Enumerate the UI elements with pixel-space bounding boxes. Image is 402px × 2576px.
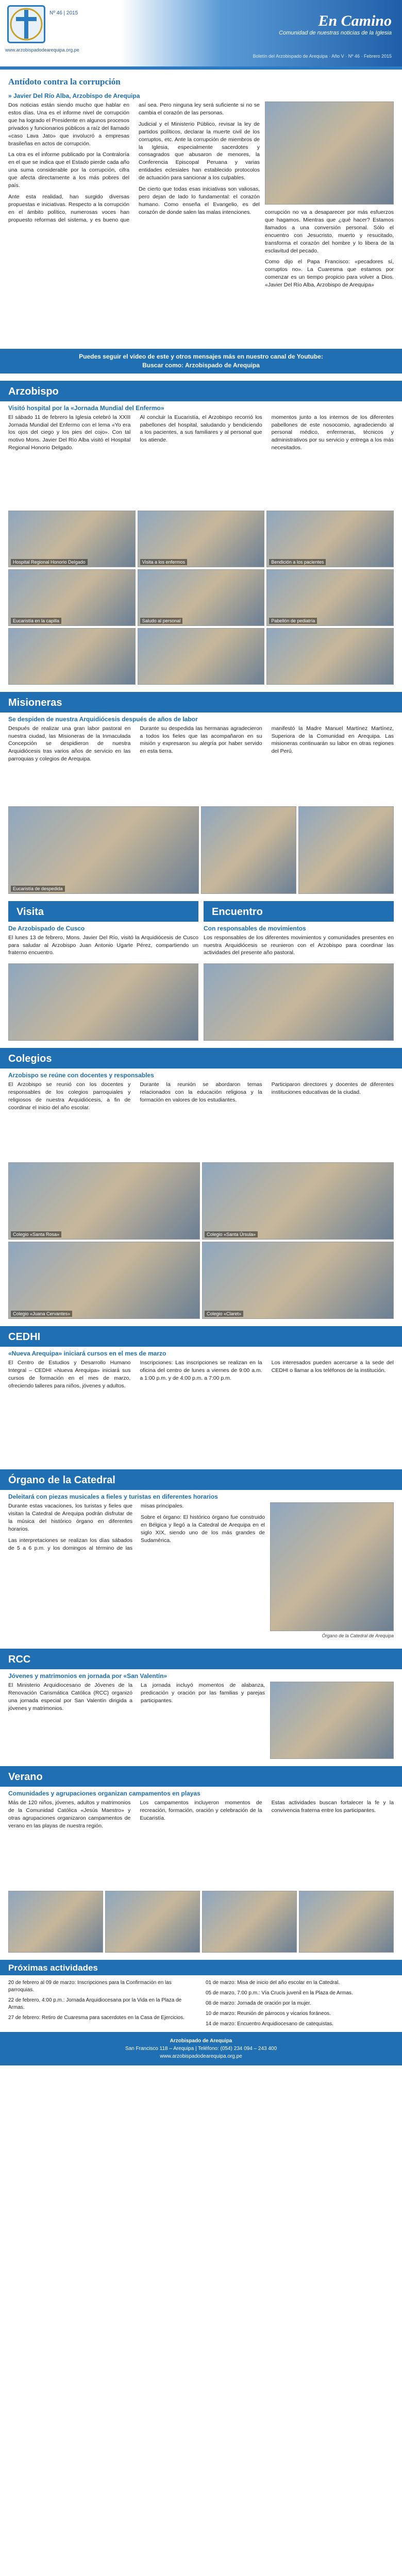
photo xyxy=(8,569,136,626)
photo-caption: Colegio «Santa Rosa» xyxy=(11,1231,61,1238)
photo xyxy=(202,1242,394,1319)
section-title: Arzobispo xyxy=(0,381,402,401)
article-body xyxy=(8,1081,394,1158)
section-agenda xyxy=(0,1960,402,2032)
paragraph: Ante esta realidad, han surgido diversas propuestas e iniciativas. Respecto a la corrupción en el ámbito político, numerosas voces han propuesto reformas del sistema, y es bueno que así sea. Pero ninguna ley será suficiente si no se cambia el corazón de las personas. xyxy=(8,102,260,223)
photo-caption: Saludo al personal xyxy=(140,618,183,624)
paragraph: Durante su despedida las hermanas agradecieron a todos los fieles que las acompañaron en su misión y expresaron su alegría por haber servido en esta tierra. xyxy=(140,725,262,755)
photo xyxy=(202,1162,394,1240)
section-cedhi xyxy=(0,1326,402,1462)
paragraph: La jornada incluyó momentos de alabanza, predicación y oración por las familias y parejas participantes. xyxy=(141,1682,265,1704)
organ-photo-block xyxy=(270,1502,394,1641)
article-body-side xyxy=(265,209,394,344)
photo xyxy=(299,1891,394,1953)
agenda-item: 20 de febrero al 09 de marzo: Inscripciones para la Confirmación en las parroquias. xyxy=(8,1980,172,1993)
paragraph: Estas actividades buscan fortalecer la fe y la convivencia fraterna entre los participantes. xyxy=(271,1800,394,1814)
section-title: Colegios xyxy=(0,1048,402,1069)
section-title: Visita xyxy=(8,901,198,922)
paragraph: El sábado 11 de febrero la Iglesia celebró la XXIII Jornada Mundial del Enfermo con el lema «Yo era los ojos del ciego y los pies del cojo». Con tal motivo Mons. Javier Del Río Alba visitó el Hospital Regional Honorio Delgado. xyxy=(8,414,131,451)
photo xyxy=(8,1162,200,1240)
photo-caption: Colegio «Santa Úrsula» xyxy=(205,1231,258,1238)
handshake-photo xyxy=(265,101,394,205)
masthead xyxy=(279,12,392,36)
photo xyxy=(298,806,394,894)
paragraph: Participaron directores y docentes de diferentes instituciones educativas de la ciudad. xyxy=(271,1081,394,1096)
article-side xyxy=(265,101,394,344)
section-subtitle: Jóvenes y matrimonios en jornada por «San Valentín» xyxy=(8,1672,167,1680)
paragraph: manifestó la Madre Manuel Martínez Martínez, Superiora de la Comunidad en Arequipa. Las misioneras continuarán su labor en otras regiones del Perú. xyxy=(271,725,394,755)
section-title: CEDHI xyxy=(0,1326,402,1347)
agenda-item: 10 de marzo: Reunión de párrocos y vicarios foráneos. xyxy=(206,2011,331,2017)
agenda-title: Próximas actividades xyxy=(0,1960,402,1975)
photo xyxy=(8,806,199,894)
photo-grid xyxy=(8,511,394,685)
photo-caption: Eucaristía de despedida xyxy=(11,886,65,892)
section-arzobispo xyxy=(0,381,402,685)
youtube-banner[interactable] xyxy=(0,349,402,374)
article-body xyxy=(8,725,394,802)
photo xyxy=(105,1891,200,1953)
footer xyxy=(0,2032,402,2065)
article-body xyxy=(8,1502,265,1641)
photo-caption: Hospital Regional Honorio Delgado xyxy=(11,559,88,565)
article-body xyxy=(8,1359,394,1462)
article-body xyxy=(8,934,198,961)
paragraph: Judicial y el Ministerio Público, revisar la ley de partidos políticos, declarar la muerte civil de los corruptos, etc. Ante la corrupción de miembros de la Iglesia, especialmente sacerdotes y consagrados que abusaron de menores, la Conferencia Episcopal Peruana y varias entidades eclesiales han establecido protocolos de actuación para sancionar a los culpables. xyxy=(139,121,260,181)
issue-number: Nº 46 | 2015 xyxy=(49,10,78,16)
section-subtitle: Arzobispo se reúne con docentes y responsables xyxy=(8,1072,154,1079)
photo-caption: Eucaristía en la capilla xyxy=(11,618,61,624)
photo-caption: Colegio «Juana Cervantes» xyxy=(11,1311,72,1317)
photo xyxy=(8,1242,200,1319)
photo xyxy=(266,511,394,567)
agenda-item: 14 de marzo: Encuentro Arquidiocesano de catequistas. xyxy=(206,2021,333,2027)
agenda-item: 08 de marzo: Jornada de oración por la mujer. xyxy=(206,2001,311,2007)
agenda-item: 22 de febrero, 4:00 p.m.: Jornada Arquidiocesana por la Vida en la Plaza de Armas. xyxy=(8,1997,182,2011)
photo xyxy=(266,628,394,685)
section-subtitle: De Arzobispado de Cusco xyxy=(8,924,85,932)
photo xyxy=(138,628,265,685)
photo xyxy=(270,1682,394,1759)
photo-caption: Órgano de la Catedral de Arequipa xyxy=(322,1633,394,1639)
paragraph: Más de 120 niños, jóvenes, adultos y matrimonios de la Comunidad Católica «Jesús Maestro» y otras agrupaciones organizaron campamentos de verano en las playas de nuestra región. xyxy=(8,1800,131,1829)
paragraph: Los responsables de los diferentes movimientos y comunidades presentes en nuestra Arquidiócesis se reunieron con el Arzobispo para coordinar las actividades del presente año pastoral. xyxy=(204,934,394,956)
section-title: Misioneras xyxy=(0,692,402,713)
paragraph: Inscripciones: Las inscripciones se realizan en la oficina del centro de lunes a viernes de 9:00 a.m. a 1:00 p.m. y de 4:00 p.m. a 7:00 p.m. xyxy=(140,1360,262,1382)
paragraph: De cierto que todas esas iniciativas son valiosas, pero dejan de lado lo fundamental: el corazón humano. Como enseña el Evangelio, es del corazón de donde salen las malas intenciones. xyxy=(139,186,260,215)
masthead-title: En Camino xyxy=(318,12,392,29)
article-title: Antídoto contra la corrupción xyxy=(8,77,121,87)
visita-block xyxy=(8,901,198,1041)
photo xyxy=(138,511,265,567)
footer-address: San Francisco 118 – Arequipa | Teléfono: (054) 234 094 – 243 400 xyxy=(125,2046,277,2052)
section-rcc xyxy=(0,1649,402,1759)
paragraph: Durante la reunión se abordaron temas relacionados con la educación religiosa y la formación en valores de los estudiantes. xyxy=(140,1081,262,1104)
paragraph: Como dijo el Papa Francisco: «pecadores sí, corruptos no». La Cuaresma que estamos por comenzar es un tiempo propicio para volver a Dios. «Javier Del Río Alba, Arzobispo de Arequipa» xyxy=(265,259,394,289)
section-subtitle: Visitó hospital por la «Jornada Mundial del Enfermo» xyxy=(8,404,164,412)
section-subtitle: Se despiden de nuestra Arquidiócesis después de años de labor xyxy=(8,715,198,723)
article-body xyxy=(8,1682,265,1759)
paragraph: El Centro de Estudios y Desarrollo Humano Integral – CEDHI «Nueva Arequipa» iniciará sus cursos de formación en el mes de marzo, ofreciendo talleres para niños, jóvenes y adultos. xyxy=(8,1360,131,1389)
photo xyxy=(8,628,136,685)
masthead-tagline: Comunidad de nuestras noticias de la Iglesia xyxy=(279,30,392,36)
section-colegios xyxy=(0,1048,402,1319)
photo xyxy=(8,1891,103,1953)
article-body xyxy=(204,934,394,961)
section-subtitle: «Nueva Arequipa» iniciará cursos en el mes de marzo xyxy=(8,1350,166,1358)
article-body xyxy=(8,414,394,506)
paragraph: Durante estas vacaciones, los turistas y fieles que visitan la Catedral de Arequipa podrán disfrutar de la música del histórico órgano en diferentes horarios. xyxy=(8,1503,132,1533)
paragraph: Sobre el órgano: El histórico órgano fue construido en Bélgica y llegó a la Catedral de Arequipa en el siglo XIX, siendo uno de los más grandes de Sudamérica. xyxy=(141,1514,265,1544)
section-title: Encuentro xyxy=(204,901,394,922)
paragraph: Dos noticias están siendo mucho que hablar en estos días. Una es el informe nivel de corrupción que ha logrado el Presidente en algunos procesos privados y funcionarios públicos a raíz del llamado «caso Lava Jato» que involucró a empresas brasileñas en actos de corrupción. xyxy=(8,102,129,147)
section-subtitle: Comunidades y agrupaciones organizan campamentos en playas xyxy=(8,1790,200,1798)
article-body xyxy=(8,1799,394,1887)
photo-caption: Colegio «Claret» xyxy=(205,1311,243,1317)
banner-search-text: Buscar como: Arzobispado de Arequipa xyxy=(142,361,260,369)
photo-grid xyxy=(8,1891,394,1953)
section-corruption xyxy=(0,70,402,344)
issue-meta: Boletín del Arzobispado de Arequipa · Año V · Nº 46 · Febrero 2015 xyxy=(253,54,392,59)
organ-photo xyxy=(270,1502,394,1631)
paragraph: corrupción no va a desaparecer por más esfuerzos que hagamos. Mientras que ¿qué hacer? Estamos llamados a una conversión personal. Sólo el encuentro con Jesucristo, muerto y resucitado, transforma el corazón del hombre y lo libera de la esclavitud del pecado. xyxy=(265,209,394,254)
site-url[interactable]: www.arzobispadodearequipa.org.pe xyxy=(5,47,79,53)
paragraph: Después de realizar una gran labor pastoral en nuestra ciudad, las Misioneras de la Inmaculada Concepción se despidieron de nuestra Arquidiócesis tras varios años de servicio en las parroquias y colegios de Arequipa. xyxy=(8,725,131,762)
section-visita-encuentro xyxy=(0,901,402,1041)
paragraph: La otra es el informe publicado por la Contraloría en el que se indica que el Estado pierde cada año una suma considerable por la corrupción, cifra que afecta directamente a los más pobres del país. xyxy=(8,151,129,189)
paragraph: Al concluir la Eucaristía, el Arzobispo recorrió los pabellones del hospital, saludando y bendiciendo a los pacientes, a sus familiares y al personal que los atiende. xyxy=(140,414,262,444)
footer-org: Arzobispado de Arequipa xyxy=(170,2038,232,2044)
archdiocese-logo xyxy=(7,5,45,43)
photo-grid xyxy=(8,1162,394,1319)
photo-caption: Pabellón de pediatría xyxy=(269,618,317,624)
paragraph: momentos junto a los internos de los diferentes pabellones de este nosocomio, agradeciendo al personal médico, enfermeras, técnicos y administrativos por su servicio y entrega a los más necesitados. xyxy=(271,414,394,451)
photo xyxy=(201,806,296,894)
banner-text: Puedes seguir el video de este y otros mensajes más en nuestro canal de Youtube: xyxy=(79,353,323,360)
header xyxy=(0,0,402,70)
section-subtitle: Con responsables de movimientos xyxy=(204,924,306,932)
photo xyxy=(204,963,394,1041)
photo-caption: Visita a los enfermos xyxy=(140,559,187,565)
section-verano xyxy=(0,1766,402,1953)
photo xyxy=(8,511,136,567)
photo-grid xyxy=(8,806,394,894)
section-misioneras xyxy=(0,692,402,894)
paragraph: El Arzobispo se reunió con los docentes y responsables de los colegios parroquiales y religiosos de nuestra Arquidiócesis, a fin de coordinar el inicio del año escolar. xyxy=(8,1081,131,1111)
article-byline: » Javier Del Río Alba, Arzobispo de Arequipa xyxy=(8,92,140,99)
article-body xyxy=(8,101,260,344)
agenda-item: 01 de marzo: Misa de inicio del año escolar en la Catedral. xyxy=(206,1980,340,1986)
section-title: Verano xyxy=(0,1766,402,1787)
agenda-item: 05 de marzo, 7:00 p.m.: Vía Crucis juvenil en la Plaza de Armas. xyxy=(206,1990,353,1996)
paragraph: El lunes 13 de febrero, Mons. Javier Del Río, visitó la Arquidiócesis de Cusco para saludar al Arzobispo Juan Antonio Ugarte Pérez, compartiendo un fraterno encuentro. xyxy=(8,934,198,956)
paragraph: El Ministerio Arquidiocesano de Jóvenes de la Renovación Carismática Católica (RCC) organizó una jornada especial por San Valentín dirigida a jóvenes y matrimonios. xyxy=(8,1682,132,1712)
photo xyxy=(202,1891,297,1953)
photo-caption: Bendición a los pacientes xyxy=(269,559,326,565)
photo xyxy=(266,569,394,626)
section-organo xyxy=(0,1469,402,1641)
paragraph: Los campamentos incluyeron momentos de recreación, formación, oración y celebración de la Eucaristía. xyxy=(140,1800,262,1822)
agenda-item: 27 de febrero: Retiro de Cuaresma para sacerdotes en la Casa de Ejercicios. xyxy=(8,2015,185,2021)
paragraph: Las interpretaciones se realizan los días sábados de 5 a 6 p.m. y los domingos al término de las misas principales. xyxy=(8,1503,184,1551)
paragraph: Los interesados pueden acercarse a la sede del CEDHI o llamar a los teléfonos de la institución. xyxy=(271,1360,394,1374)
section-title: RCC xyxy=(0,1649,402,1669)
footer-url[interactable]: www.arzobispadodearequipa.org.pe xyxy=(160,2054,242,2060)
photo xyxy=(138,569,265,626)
photo xyxy=(8,963,198,1041)
agenda-list xyxy=(8,1975,394,2032)
section-title: Órgano de la Catedral xyxy=(0,1469,402,1490)
section-subtitle: Deleitará con piezas musicales a fieles y turistas en diferentes horarios xyxy=(8,1493,218,1501)
encuentro-block xyxy=(204,901,394,1041)
